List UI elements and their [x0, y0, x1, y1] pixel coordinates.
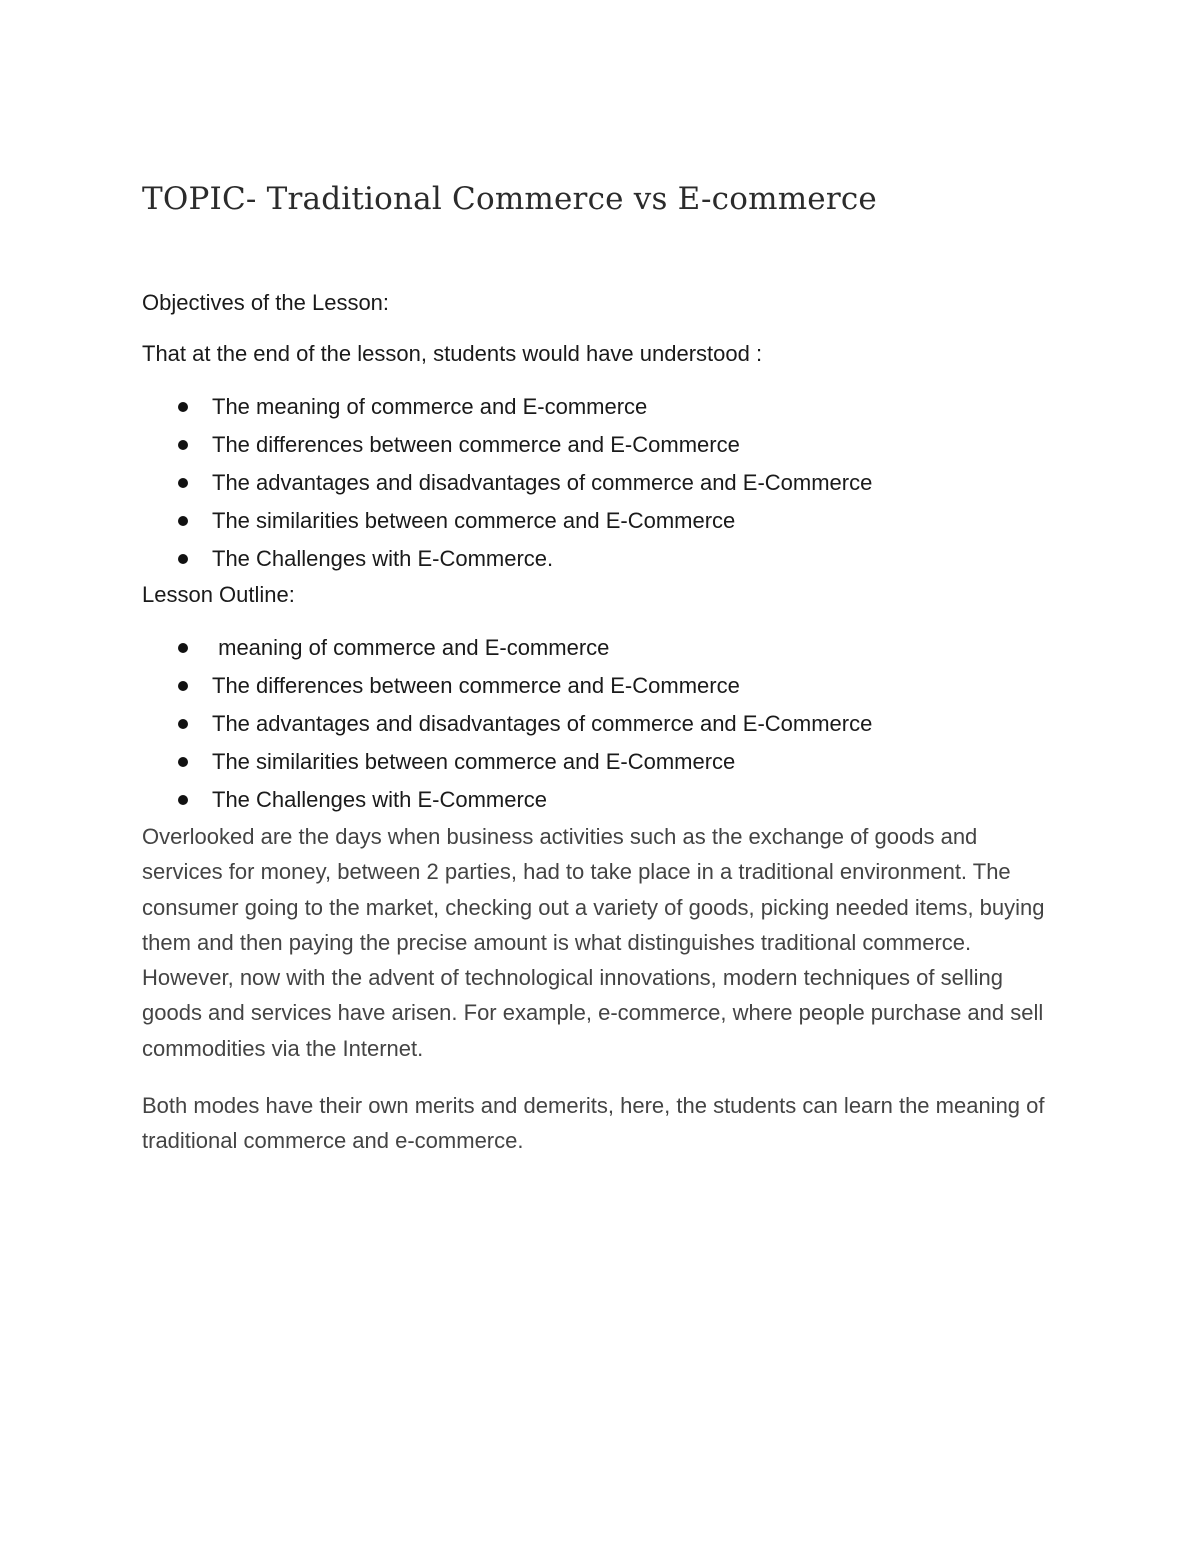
objective-item [142, 464, 1052, 502]
objective-text: The meaning of commerce and E-commerce [212, 394, 648, 419]
objective-item [142, 388, 1052, 426]
body-paragraph: Both modes have their own merits and demerits, here, the students can learn the meaning of traditional commerce and e-commerce. [142, 1093, 1045, 1154]
outline-item [142, 629, 1052, 667]
objective-text: The differences between commerce and E-Commerce [212, 432, 740, 457]
bullet-icon [178, 440, 188, 450]
bullet-icon [178, 516, 188, 526]
objectives-heading: Objectives of the Lesson: [142, 290, 390, 315]
objective-item [142, 502, 1052, 540]
bullet-icon [178, 795, 188, 805]
body-paragraph: Overlooked are the days when business activities such as the exchange of goods and services for money, between 2 parties, had to take place in a traditional environment. The consumer going to the market, checking out a variety of goods, picking needed items, buying them and then paying the precise amount is what distinguishes traditional commerce. However, now with the advent of technological innovations, modern techniques of selling goods and services have arisen. For example, e-commerce, where people purchase and sell commodities via the Internet. [142, 824, 1045, 1061]
bullet-icon [178, 757, 188, 767]
objective-text: The advantages and disadvantages of commerce and E-Commerce [212, 470, 873, 495]
bullet-icon [178, 681, 188, 691]
outline-list [142, 629, 1052, 819]
bullet-icon [178, 554, 188, 564]
outline-text: The differences between commerce and E-Commerce [212, 673, 740, 698]
bullet-icon [178, 719, 188, 729]
objective-item [142, 540, 1052, 578]
outline-text: The advantages and disadvantages of commerce and E-Commerce [212, 711, 873, 736]
bullet-icon [178, 402, 188, 412]
outline-item [142, 667, 1052, 705]
document-body [142, 176, 1052, 1181]
objectives-intro: That at the end of the lesson, students would have understood : [142, 341, 763, 366]
objectives-list [142, 388, 1052, 578]
outline-item [142, 781, 1052, 819]
objective-item [142, 426, 1052, 464]
bullet-icon [178, 643, 188, 653]
outline-text: The Challenges with E-Commerce [212, 787, 548, 812]
outline-item [142, 705, 1052, 743]
bullet-icon [178, 478, 188, 488]
objective-text: The similarities between commerce and E-Commerce [212, 508, 736, 533]
outline-item [142, 743, 1052, 781]
document-title: TOPIC- Traditional Commerce vs E-commerce [142, 181, 877, 217]
outline-text: meaning of commerce and E-commerce [212, 635, 610, 660]
outline-heading: Lesson Outline: [142, 582, 295, 607]
objective-text: The Challenges with E-Commerce. [212, 546, 554, 571]
outline-text: The similarities between commerce and E-Commerce [212, 749, 736, 774]
